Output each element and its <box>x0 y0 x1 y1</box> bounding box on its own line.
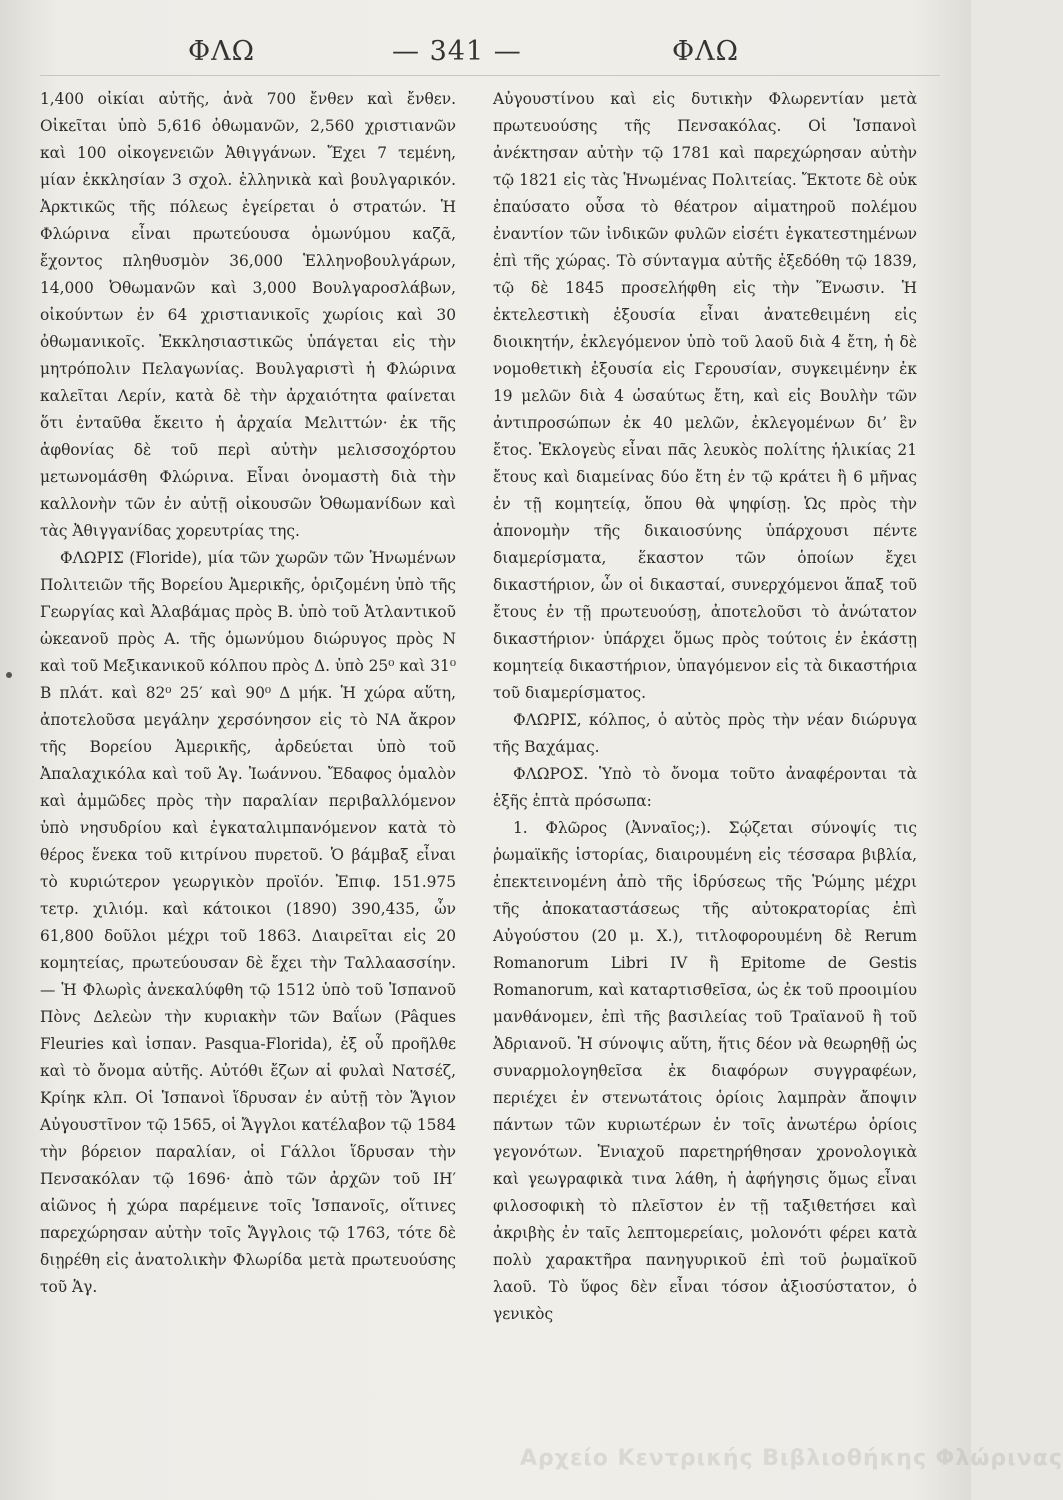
header-right-keyword: ΦΛΩ <box>672 36 740 67</box>
page-number: — 341 — <box>392 36 522 67</box>
entry-floros-annaeus: 1. Φλῶρος (Ἀνναῖος;). Σῴζεται σύνοψίς τις ῥωμαϊκῆς ἱστορίας, διαιρουμένη εἰς τέσσαρα βιβλία, ἐπεκτεινομένη ἀπὸ τῆς ἱδρύσεως τῆς Ῥώμης μέχρι τῆς ἀποκαταστάσεως τῆς αὐτοκρατορίας ἐπὶ Αὐγούστου (20 μ. Χ.), τιτλοφορουμένη δὲ Rerum Romanorum Libri IV ἢ Epitome de Gestis Romanorum, καὶ καταρτισθεῖσα, ὡς ἐκ τοῦ προοιμίου μανθάνομεν, ἐπὶ τῆς βασιλείας τοῦ Τραϊανοῦ ἢ τοῦ Ἀδριανοῦ. Ἡ σύνοψις αὕτη, ἥτις δέον νὰ θεωρηθῇ ὡς συναρμολογηθεῖσα ἐκ διαφόρων συγγραφέων, περιέχει ἐν στενωτάτοις ὁρίοις λαμπρὰν ἄποψιν πάντων τῶν κυριωτέρων ἐν τοῖς ἀνωτέρω ὁρίοις γεγονότων. Ἐνιαχοῦ παρετηρήθησαν χρονολογικὰ καὶ γεωγραφικὰ τινα λάθη, ἡ ἀφήγησις ὅμως εἶναι φιλοσοφικὴ τὸ πλεῖστον ἐν τῇ ταξιθετήσει καὶ ἀκριβὴς ἐν ταῖς λεπτομερείαις, μολονότι φέρει κατὰ πολὺ χαρακτῆρα πανηγυρικοῦ ἐπὶ τοῦ ῥωμαϊκοῦ λαοῦ. Τὸ ὕφος δὲν εἶναι τόσον ἀξιοσύστατον, ὁ γενικὸς <box>493 819 917 1323</box>
entry-floros-heading: ΦΛΩΡΟΣ. Ὑπὸ τὸ ὄνομα τοῦτο ἀναφέρονται τὰ ἑξῆς ἑπτὰ πρόσωπα: <box>493 765 917 810</box>
left-column <box>40 86 456 1301</box>
entry-floris-gulf: ΦΛΩΡΙΣ, κόλπος, ὁ αὐτὸς πρὸς τὴν νέαν διώρυγα τῆς Βαχάμας. <box>493 711 917 756</box>
entry-floris-continued: Αὐγουστίνου καὶ εἰς δυτικὴν Φλωρεντίαν μετὰ πρωτευούσης τῆς Πενσακόλας. Οἱ Ἱσπανοὶ ἀνέκτησαν αὐτὴν τῷ 1781 καὶ παρεχώρησαν αὐτὴν τῷ 1821 εἰς τὰς Ἡνωμένας Πολιτείας. Ἔκτοτε δὲ οὐκ ἐπαύσατο οὖσα τὸ θέατρον αἱματηροῦ πολέμου ἐναντίον τῶν ἰνδικῶν φυλῶν εἰσέτι ἐγκατεστημένων ἐπὶ τῆς χώρας. Τὸ σύνταγμα αὐτῆς ἐξεδόθη τῷ 1839, τῷ δὲ 1845 προσελήφθη εἰς τὴν Ἕνωσιν. Ἡ ἐκτελεστικὴ ἐξουσία εἶναι ἀνατεθειμένη εἰς διοικητήν, ἐκλεγόμενον ὑπὸ τοῦ λαοῦ διὰ 4 ἔτη, ἡ δὲ νομοθετικὴ ἐξουσία εἰς Γερουσίαν, συγκειμένην ἐκ 19 μελῶν διὰ 4 ὡσαύτως ἔτη, καὶ εἰς Βουλὴν τῶν ἀντιπροσώπων ἐκ 40 μελῶν, ἐκλεγομένων δι’ ἓν ἔτος. Ἐκλογεὺς εἶναι πᾶς λευκὸς πολίτης ἡλικίας 21 ἔτους καὶ διαμείνας δύο ἔτη ἐν τῷ κράτει ἢ 6 μῆνας ἐν τῇ κομητείᾳ, ὅπου θὰ ψηφίσῃ. Ὡς πρὸς τὴν ἀπονομὴν τῆς δικαιοσύνης ὑπάρχουσι πέντε διαμερίσματα, ἕκαστον τῶν ὁποίων ἔχει δικαστήριον, ὧν οἱ δικασταί, συνερχόμενοι ἅπαξ τοῦ ἔτους ἐν τῇ πρωτευούσῃ, ἀποτελοῦσι τὸ ἀνώτατον δικαστήριον· ὑπάρχει ὅμως πρὸς τούτοις ἐν ἑκάστῃ κομητείᾳ δικαστήριον, ὑπαγόμενον εἰς τὰ δικαστήρια τοῦ διαμερίσματος. <box>493 90 917 702</box>
header-rule <box>40 75 940 76</box>
header-left-keyword: ΦΛΩ <box>188 36 256 67</box>
right-column <box>493 86 917 1328</box>
margin-dot <box>6 672 12 678</box>
library-watermark: Αρχείο Κεντρικής Βιβλιοθήκης Φλώρινας <box>520 1446 1063 1471</box>
page-header <box>0 36 971 76</box>
entry-florina-continued: 1,400 οἰκίαι αὐτῆς, ἀνὰ 700 ἔνθεν καὶ ἔνθεν. Οἰκεῖται ὑπὸ 5,616 ὀθωμανῶν, 2,560 χριστιανῶν καὶ 100 οἰκογενειῶν Ἀθιγγάνων. Ἔχει 7 τεμένη, μίαν ἐκκλησίαν 3 σχολ. ἑλληνικὰ καὶ βουλγαρικόν. Ἀρκτικῶς τῆς πόλεως ἐγείρεται ὁ στρατών. Ἡ Φλώρινα εἶναι πρωτεύουσα ὁμωνύμου καζᾶ, ἔχοντος πληθυσμὸν 36,000 Ἑλληνοβουλγάρων, 14,000 Ὀθωμανῶν καὶ 3,000 Βουλγαροσλάβων, οἰκούντων ἐν 64 χριστιανικοῖς χωρίοις καὶ 30 ὀθωμανικοῖς. Ἐκκλησιαστικῶς ὑπάγεται εἰς τὴν μητρόπολιν Πελαγωνίας. Βουλγαριστὶ ἡ Φλώρινα καλεῖται Λερίν, κατὰ δὲ τὴν ἀρχαιότητα φαίνεται ὅτι ἐνταῦθα ἔκειτο ἡ ἀρχαία Μελιττών· ἐκ τῆς ἀφθονίας δὲ τοῦ περὶ αὐτὴν μελισσοχόρτου μετωνομάσθη Φλώρινα. Εἶναι ὀνομαστὴ διὰ τὴν καλλονὴν τῶν ἐν αὐτῇ οἰκουσῶν Ὀθωμανίδων καὶ τὰς Ἀθιγγανίδας χορευτρίας της. <box>40 90 456 540</box>
entry-floris-state: ΦΛΩΡΙΣ (Floride), μία τῶν χωρῶν τῶν Ἡνωμένων Πολιτειῶν τῆς Βορείου Ἀμερικῆς, ὁριζομένη ὑπὸ τῆς Γεωργίας καὶ Ἀλαβάμας πρὸς Β. ὑπὸ τοῦ Ἀτλαντικοῦ ὠκεανοῦ πρὸς Α. τῆς ὁμωνύμου διώρυγος πρὸς Ν καὶ τοῦ Μεξικανικοῦ κόλπου πρὸς Δ. ὑπὸ 25⁰ καὶ 31⁰ Β πλάτ. καὶ 82⁰ 25′ καὶ 90⁰ Δ μήκ. Ἡ χώρα αὕτη, ἀποτελοῦσα μεγάλην χερσόνησον εἰς τὸ ΝΑ ἄκρον τῆς Βορείου Ἀμερικῆς, ἀρδεύεται ὑπὸ τοῦ Ἀπαλαχικόλα καὶ τοῦ Ἁγ. Ἰωάννου. Ἔδαφος ὁμαλὸν καὶ ἀμμῶδες πρὸς τὴν παραλίαν περιβαλλόμενον ὑπὸ νησυδρίου καὶ ἐγκαταλιμπανόμενον κατὰ τὸ θέρος ἕνεκα τοῦ κιτρίνου πυρετοῦ. Ὁ βάμβαξ εἶναι τὸ κυριώτερον γεωργικὸν προϊόν. Ἐπιφ. 151.975 τετρ. χιλιόμ. καὶ κάτοικοι (1890) 390,435, ὧν 61,800 δοῦλοι μέχρι τοῦ 1863. Διαιρεῖται εἰς 20 κομητείας, πρωτεύουσαν δὲ ἔχει τὴν Ταλλαασσίην. — Ἡ Φλωρὶς ἀνεκαλύφθη τῷ 1512 ὑπὸ τοῦ Ἱσπανοῦ Πὸνς Δελεὼν τὴν κυριακὴν τῶν Βαΐων (Pâques Fleuries καὶ ἱσπαν. Pasqua-Florida), ἐξ οὗ προῆλθε καὶ τὸ ὄνομα αὐτῆς. Αὐτόθι ἔζων αἱ φυλαὶ Νατσέζ, Κρίηκ κλπ. Οἱ Ἱσπανοὶ ἵδρυσαν ἐν αὐτῇ τὸν Ἅγιον Αὐγουστῖνον τῷ 1565, οἱ Ἄγγλοι κατέλαβον τῷ 1584 τὴν βόρειον παραλίαν, οἱ Γάλλοι ἵδρυσαν τὴν Πενσακόλαν τῷ 1696· ἀπὸ τῶν ἀρχῶν τοῦ ΙΗ′ αἰῶνος ἡ χώρα παρέμεινε τοῖς Ἱσπανοῖς, οἵτινες παρεχώρησαν αὐτὴν τοῖς Ἄγγλοις τῷ 1763, τότε δὲ διῃρέθη εἰς ἀνατολικὴν Φλωρίδα μετὰ πρωτευούσης τοῦ Ἁγ. <box>40 549 456 1296</box>
